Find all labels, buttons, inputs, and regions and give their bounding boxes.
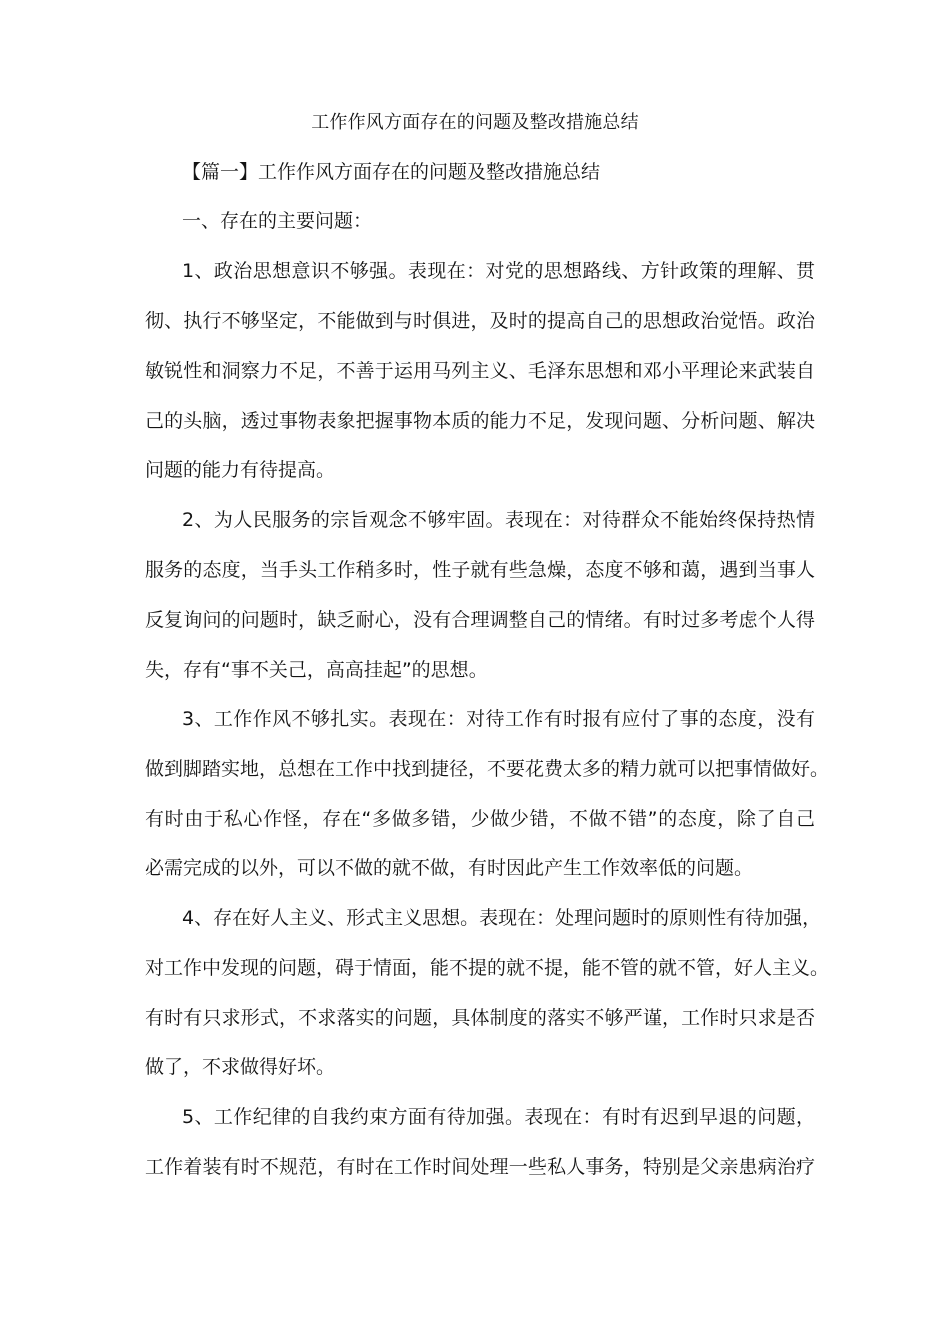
document-title: 工作作风方面存在的问题及整改措施总结 — [311, 112, 639, 133]
paragraph-line: 敏锐性和洞察力不足，不善于运用马列主义、毛泽东思想和邓小平理论来武装自 — [145, 360, 815, 382]
paragraph-line: 服务的态度，当手头工作稍多时，性子就有些急燥，态度不够和蔼，遇到当事人 — [145, 559, 815, 581]
paragraph-line: 工作着装有时不规范，有时在工作时间处理一些私人事务，特别是父亲患病治疗 — [145, 1156, 815, 1178]
paragraph-line: 对工作中发现的问题，碍于情面，能不提的就不提，能不管的就不管，好人主义。 — [145, 957, 830, 979]
paragraph-line: 1、政治思想意识不够强。表现在：对党的思想路线、方针政策的理解、贯 — [182, 260, 815, 282]
paragraph-line: 做到脚踏实地，总想在工作中找到捷径，不要花费太多的精力就可以把事情做好。 — [145, 758, 830, 780]
paragraph-line: 彻、执行不够坚定，不能做到与时俱进，及时的提高自己的思想政治觉悟。政治 — [145, 310, 815, 332]
paragraph-line: 失，存有“事不关己，高高挂起”的思想。 — [145, 659, 488, 681]
paragraph-line: 问题的能力有待提高。 — [145, 459, 336, 481]
paragraph-line: 3、工作作风不够扎实。表现在：对待工作有时报有应付了事的态度，没有 — [182, 708, 815, 730]
section-heading: 【篇一】工作作风方面存在的问题及整改措施总结 — [182, 161, 601, 183]
paragraph-line: 2、为人民服务的宗旨观念不够牢固。表现在：对待群众不能始终保持热情 — [182, 509, 815, 531]
paragraph-line: 必需完成的以外，可以不做的就不做，有时因此产生工作效率低的问题。 — [145, 857, 754, 879]
paragraph-line: 有时有只求形式，不求落实的问题，具体制度的落实不够严谨，工作时只求是否 — [145, 1007, 815, 1029]
paragraph-line: 5、工作纪律的自我约束方面有待加强。表现在：有时有迟到早退的问题， — [182, 1106, 815, 1128]
paragraph-line: 反复询问的问题时，缺乏耐心，没有合理调整自己的情绪。有时过多考虑个人得 — [145, 609, 815, 631]
paragraph-line: 4、存在好人主义、形式主义思想。表现在：处理问题时的原则性有待加强， — [182, 907, 822, 929]
paragraph-line: 有时由于私心作怪，存在“多做多错，少做少错，不做不错”的态度，除了自己 — [145, 808, 815, 830]
paragraph-line: 做了，不求做得好坏。 — [145, 1056, 336, 1078]
subheading: 一、存在的主要问题： — [182, 210, 373, 232]
paragraph-line: 己的头脑，透过事物表象把握事物本质的能力不足，发现问题、分析问题、解决 — [145, 410, 815, 432]
